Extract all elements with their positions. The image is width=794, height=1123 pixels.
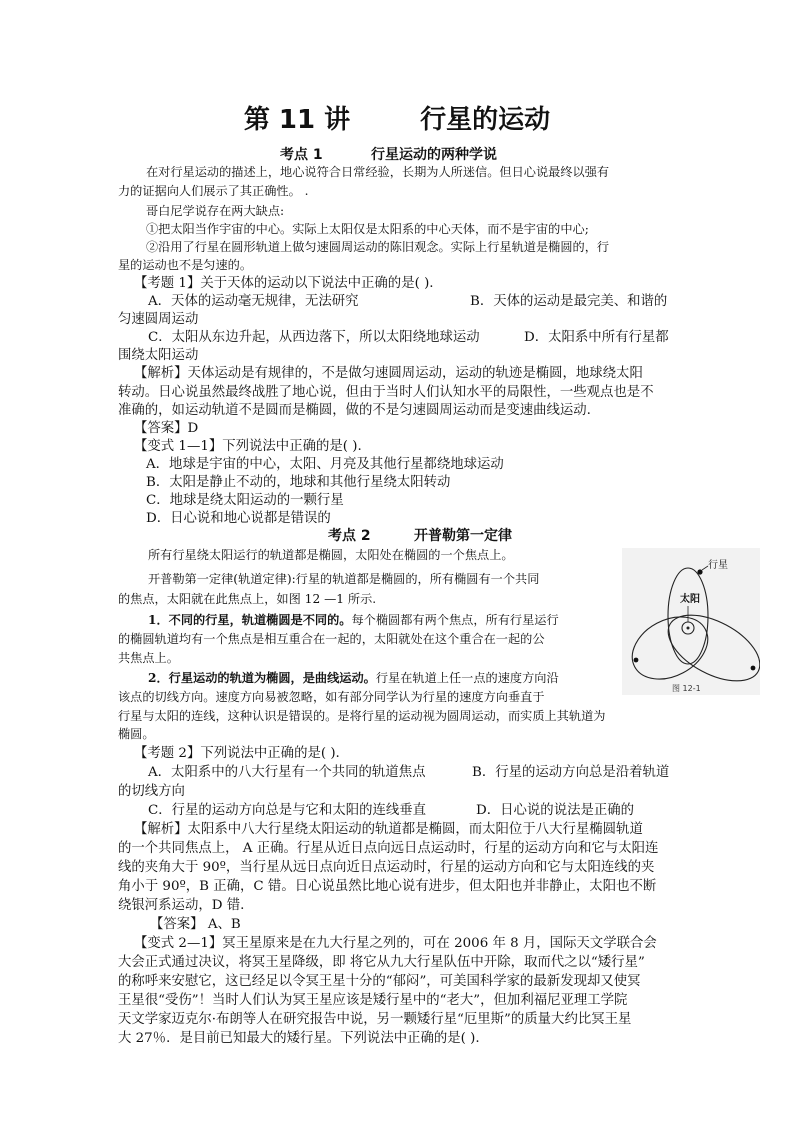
section2-point1 <box>148 611 559 630</box>
section2-point2-line-4: 椭圆。 <box>118 727 155 741</box>
example2-option-a: A．太阳系中的八大行星有一个共同的轨道焦点 <box>148 765 426 780</box>
variant1-option-b: B．太阳是静止不动的，地球和其他行星绕太阳转动 <box>146 475 451 490</box>
flaw-2-cont: 星的运动也不是匀速的。 <box>118 258 253 272</box>
flaw-2: ②沿用了行星在圆形轨道上做匀速圆周运动的陈旧观念。实际上行星轨道是椭圆的，行 <box>146 240 610 254</box>
planet-dot-left <box>634 658 639 663</box>
example2-option-d: D．日心说的说法是正确的 <box>476 803 635 818</box>
section2-line-1: 所有行星绕太阳运行的轨道都是椭圆，太阳处在椭圆的一个焦点上。 <box>148 548 514 562</box>
example1-analysis-1: 【解析】天体运动是有规律的，不是做匀速圆周运动，运动的轨迹是椭圆，地球绕太阳 <box>134 366 643 381</box>
flaw-1: ①把太阳当作宇宙的中心。实际上太阳仅是太阳系的中心天体，而不是宇宙的中心; <box>146 222 589 236</box>
example1-question: 【考题 1】关于天体的运动以下说法中正确的是( ). <box>134 276 434 291</box>
example1-answer: 【答案】D <box>134 421 199 436</box>
example2-option-c: C．行星的运动方向总是与它和太阳的连线垂直 <box>148 803 427 818</box>
example1-analysis-3: 准确的，如运动轨道不是圆而是椭圆，做的不是匀速圆周运动而是变速曲线运动. <box>118 403 591 418</box>
planet-label: 行星 <box>708 560 728 571</box>
example2-analysis-2: 的一个共同焦点上， A 正确。行星从近日点向远日点运动时，行星的运动方向和它与太阳连 <box>118 841 659 856</box>
section2-point2-line-3: 行星与太阳的连线，这种认识是错误的。是将行星的运动视为圆周运动，而实质上其轨道为 <box>118 709 606 723</box>
example2-analysis-4: 角小于 90º，B 正确，C 错。日心说虽然比地心说有进步，但太阳也并非静止，太阳也不断 <box>118 879 657 894</box>
section2-point2 <box>148 669 559 688</box>
planet-dot-right <box>751 666 756 671</box>
section2-line-2: 开普勒第一定律(轨道定律):行星的轨道都是椭圆的，所有椭圆有一个共同 <box>148 572 540 586</box>
variant2-line-4: 王星很“受伤”！当时人们认为冥王星应该是矮行星中的“老大”，但加利福尼亚理工学院 <box>118 993 628 1008</box>
example1-option-b-cont: 匀速圆周运动 <box>118 312 199 327</box>
example2-analysis-1: 【解析】太阳系中八大行星绕太阳运动的轨道都是椭圆，而太阳位于八大行星椭圆轨道 <box>134 822 643 837</box>
example2-answer: 【答案】 A、B <box>150 917 241 932</box>
example2-analysis-3: 线的夹角大于 90º，当行星从远日点向近日点运动时，行星的运动方向和它与太阳连线的夹 <box>118 860 655 875</box>
sun-center-dot <box>687 627 690 630</box>
variant2-line-3: 的称呼来安慰它，这已经足以令冥王星十分的“郁闷”，可美国科学家的最新发现却又使冥 <box>118 974 641 989</box>
example1-option-d-cont: 围绕太阳运动 <box>118 348 199 363</box>
variant2-line-5: 天文学家迈克尔·布朗等人在研究报告中说，另一颗矮行星“厄里斯”的质量大约比冥王星 <box>118 1012 632 1027</box>
example2-option-b-cont: 的切线方向 <box>118 784 185 799</box>
example1-option-a: A．天体的运动毫无规律，无法研究 <box>148 294 359 309</box>
section2-heading: 考点 2 <box>328 528 371 544</box>
variant1-option-c: C．地球是绕太阳运动的一颗行星 <box>146 493 344 508</box>
variant2-line-6: 大 27％．是目前已知最大的矮行星。下列说法中正确的是( ). <box>118 1031 480 1046</box>
planet-dot-top <box>697 569 702 574</box>
section1-intro-2: 力的证据向人们展示了其正确性。 . <box>118 184 309 198</box>
variant1-option-a: A．地球是宇宙的中心，太阳、月亮及其他行星都绕地球运动 <box>146 457 504 472</box>
orbit-figure <box>622 548 760 695</box>
orbit-diagram <box>622 548 760 695</box>
section1-heading: 考点 1 <box>280 147 323 163</box>
example2-analysis-5: 绕银河系运动，D 错. <box>118 898 245 913</box>
section2-point1-line-2: 的椭圆轨道均有一个焦点是相互重合在一起的，太阳就处在这个重合在一起的公 <box>118 632 545 646</box>
example2-question: 【考题 2】下列说法中正确的是( ). <box>134 746 340 761</box>
example1-option-c: C．太阳从东边升起，从西边落下，所以太阳绕地球运动 <box>148 330 480 345</box>
example2-option-b: B．行星的运动方向总是沿着轨道 <box>472 765 670 780</box>
section2-point2-rest: 行星在轨道上任一点的速度方向沿 <box>375 671 559 685</box>
section2-point1-line-3: 共焦点上。 <box>118 651 179 665</box>
section2-point2-bold: 2．行星运动的轨道为椭圆，是曲线运动。 <box>148 671 376 685</box>
copernicus-lead: 哥白尼学说存在两大缺点: <box>146 204 285 218</box>
section1-intro-1: 在对行星运动的描述上，地心说符合日常经验，长期为人所迷信。但日心说最终以强有 <box>146 165 610 179</box>
figure-caption: 图 12-1 <box>672 684 701 693</box>
section2-line-3: 的焦点，太阳就在此焦点上，如图 12 —1 所示. <box>118 592 377 606</box>
example1-analysis-2: 转动。日心说虽然最终战胜了地心说，但由于当时人们认知水平的局限性，一些观点也是不 <box>118 385 654 400</box>
sun-label: 太阳 <box>680 594 700 605</box>
variant2-line-1: 【变式 2—1】冥王星原来是在九大行星之列的，可在 2006 年 8 月，国际天文学联合会 <box>134 936 657 951</box>
example1-option-d: D．太阳系中所有行星都 <box>524 330 669 345</box>
lecture-topic: 行星的运动 <box>420 105 551 135</box>
variant1-question: 【变式 1—1】下列说法中正确的是( ). <box>134 439 362 454</box>
page-title <box>0 102 794 138</box>
section1-heading-title: 行星运动的两种学说 <box>371 147 497 163</box>
section2-point1-rest: 每个椭圆都有两个焦点，所有行星运行 <box>351 613 559 627</box>
section2-point1-bold: 1．不同的行星，轨道椭圆是不同的。 <box>148 613 352 627</box>
variant1-option-d: D．日心说和地心说都是错误的 <box>146 511 331 526</box>
lecture-number: 第 11 讲 <box>243 105 351 135</box>
variant2-line-2: 大会正式通过决议，将冥王星降级，即 将它从九大行星队伍中开除，取而代之以“矮行星” <box>118 955 645 970</box>
figure-background <box>622 548 760 695</box>
section2-point2-line-2: 该点的切线方向。速度方向易被忽略，如有部分同学认为行星的速度方向垂直于 <box>118 690 545 704</box>
example1-option-b: B．天体的运动是最完美、和谐的 <box>470 294 668 309</box>
section2-heading-title: 开普勒第一定律 <box>414 528 512 544</box>
